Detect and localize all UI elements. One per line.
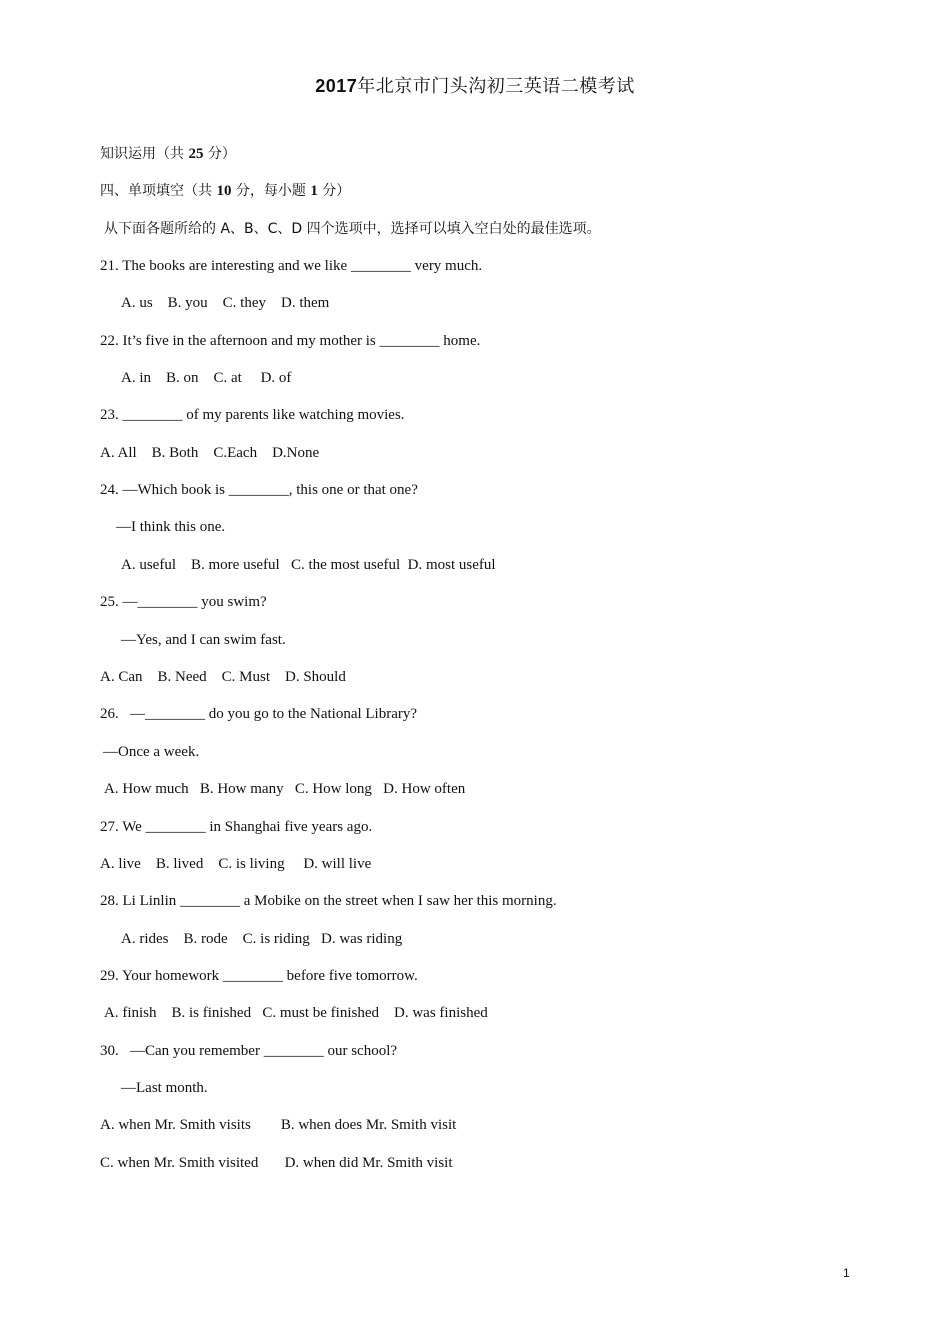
question-25-options: A. Can B. Need C. Must D. Should — [100, 669, 346, 685]
question-24-options: A. useful B. more useful C. the most useful D. most useful — [121, 557, 496, 573]
page-title — [0, 72, 950, 98]
question-29: 29. Your homework ________ before five tomorrow. — [100, 968, 418, 984]
question-21-options: A. us B. you C. they D. them — [121, 295, 330, 311]
question-23-options: A. All B. Both C.Each D.None — [100, 445, 320, 461]
title-text: 年北京市门头沟初三英语二模考试 — [357, 76, 635, 97]
question-26: 26. —________ do you go to the National Library? — [100, 706, 418, 722]
section-heading-single-choice: 四、单项填空（共 10 分，每小题 1 分） — [100, 183, 351, 199]
question-26-options: A. How much B. How many C. How long D. How often — [104, 781, 466, 797]
question-23: 23. ________ of my parents like watching movies. — [100, 407, 405, 423]
question-22-options: A. in B. on C. at D. of — [121, 370, 292, 386]
instruction-text: 从下面各题所给的 A、B、C、D 四个选项中，选择可以填入空白处的最佳选项。 — [104, 221, 601, 237]
question-22: 22. It’s five in the afternoon and my mother is ________ home. — [100, 333, 481, 349]
question-27: 27. We ________ in Shanghai five years ago. — [100, 819, 373, 835]
question-30-reply: —Last month. — [121, 1080, 208, 1096]
title-year: 2017 — [315, 76, 358, 96]
section-heading-knowledge: 知识运用（共 25 分） — [100, 146, 236, 162]
question-28-options: A. rides B. rode C. is riding D. was riding — [121, 931, 403, 947]
question-25-reply: —Yes, and I can swim fast. — [121, 632, 286, 648]
question-30-options-cd: C. when Mr. Smith visited D. when did Mr. Smith visit — [100, 1155, 453, 1171]
question-25: 25. —________ you swim? — [100, 594, 267, 610]
question-30-options-ab: A. when Mr. Smith visits B. when does Mr. Smith visit — [100, 1117, 457, 1133]
question-30: 30. —Can you remember ________ our school? — [100, 1043, 398, 1059]
page-number: 1 — [843, 1266, 850, 1280]
question-26-reply: —Once a week. — [103, 744, 200, 760]
question-28: 28. Li Linlin ________ a Mobike on the street when I saw her this morning. — [100, 893, 557, 909]
question-29-options: A. finish B. is finished C. must be finished D. was finished — [104, 1005, 488, 1021]
question-24: 24. —Which book is ________, this one or that one? — [100, 482, 418, 498]
question-27-options: A. live B. lived C. is living D. will live — [100, 856, 372, 872]
question-24-reply: —I think this one. — [116, 519, 226, 535]
question-21: 21. The books are interesting and we like ________ very much. — [100, 258, 483, 274]
